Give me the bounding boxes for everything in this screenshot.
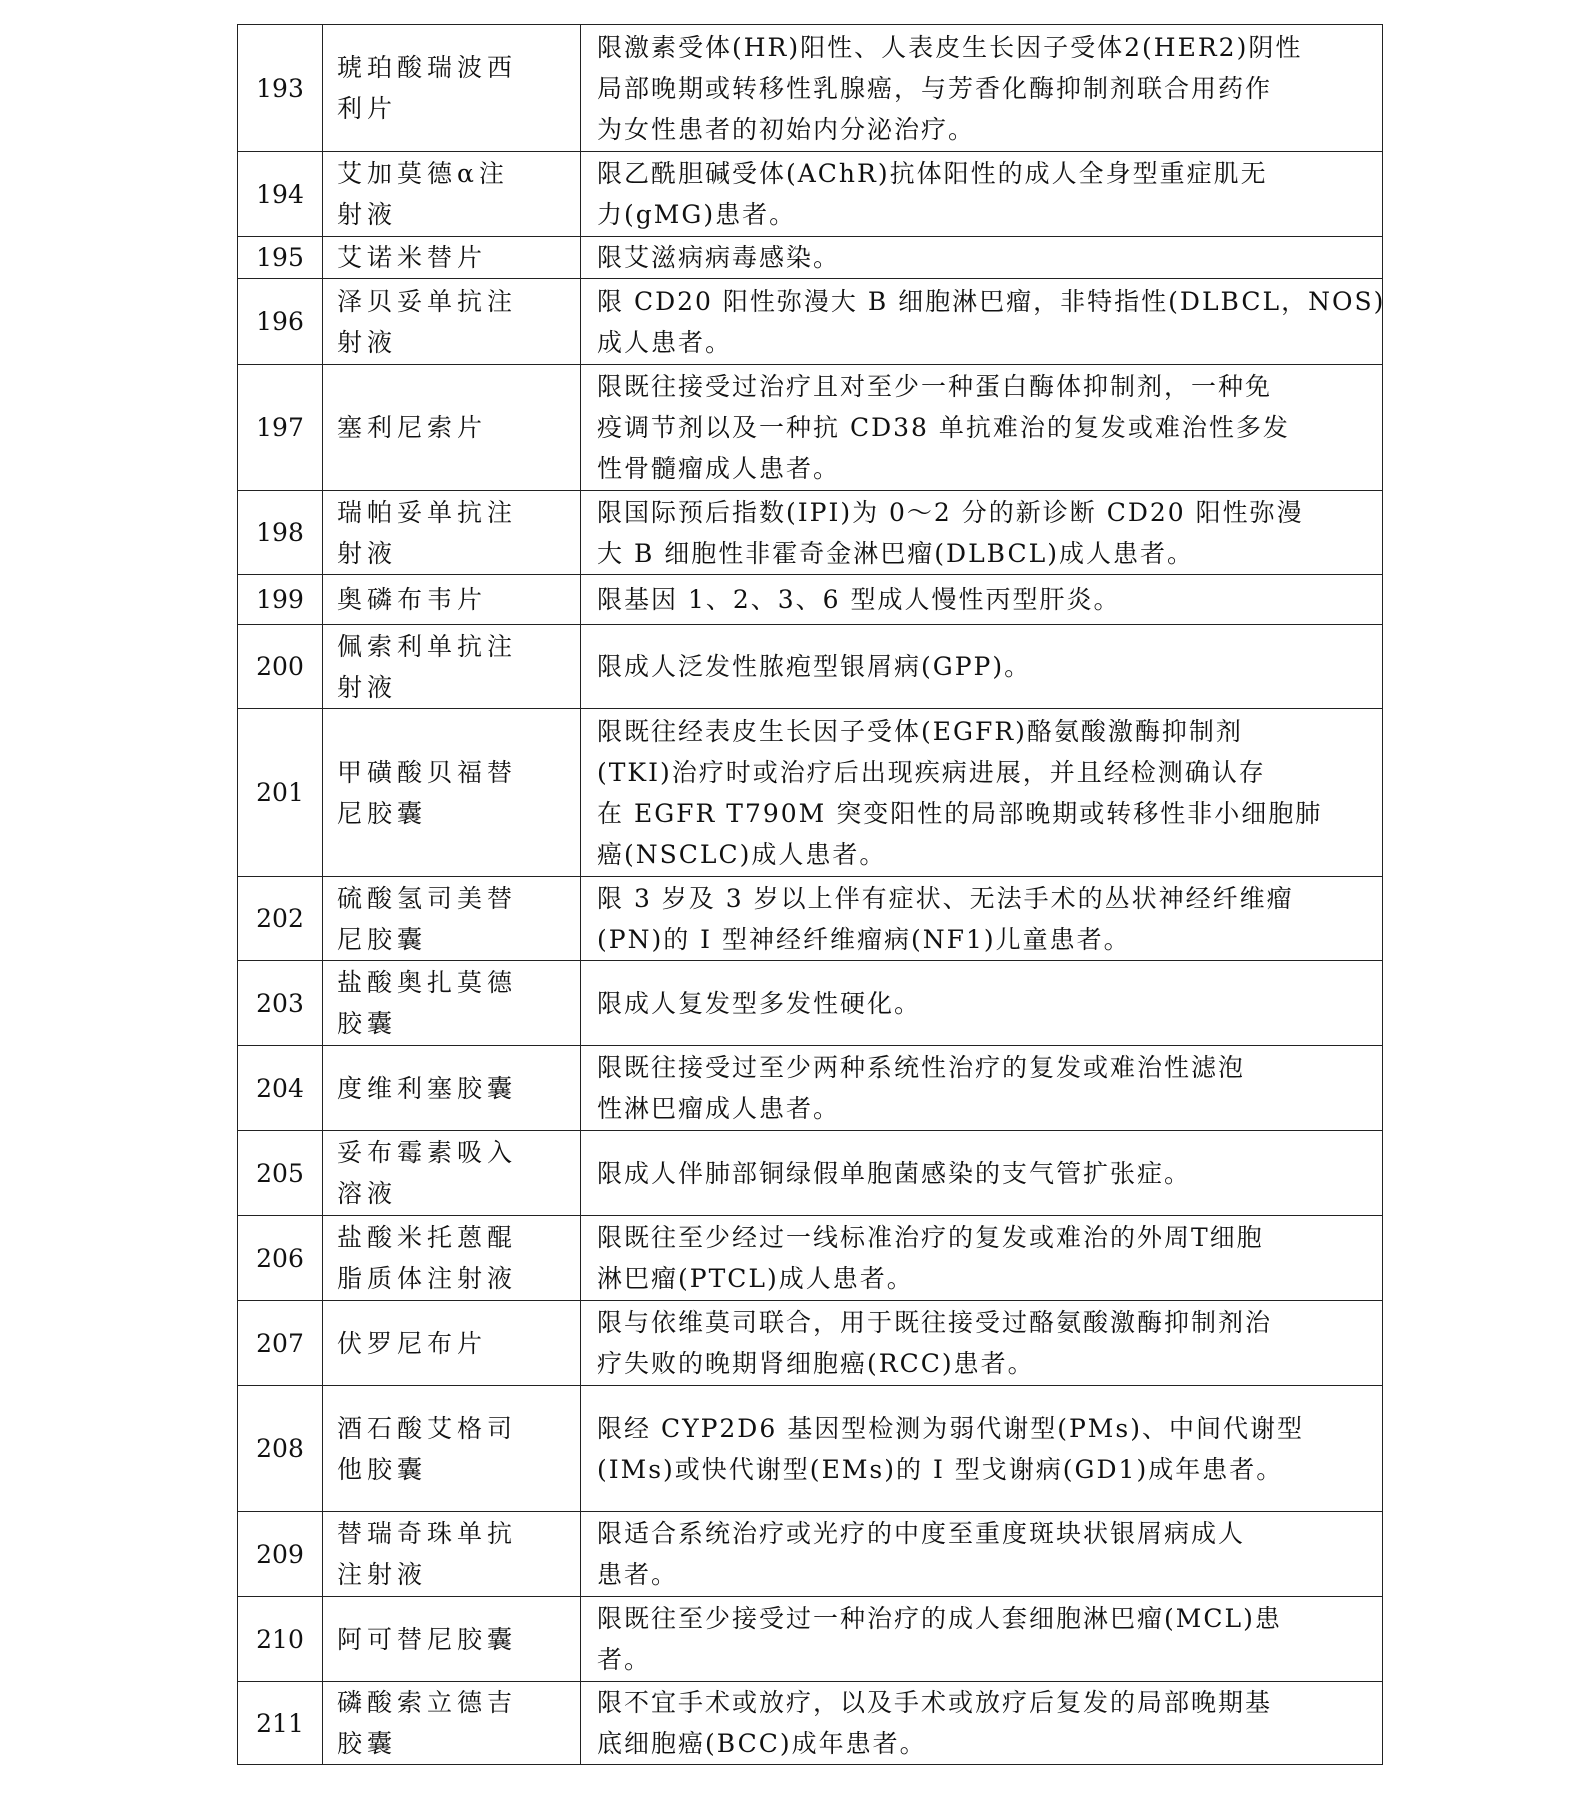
row-number: 199 [238, 575, 323, 625]
restriction-description-line: 成人患者。 [597, 327, 733, 357]
drug-name-line: 妥布霉素吸入 [337, 1138, 518, 1167]
drug-name-line: 尼胶囊 [337, 924, 428, 954]
row-number: 197 [238, 365, 323, 491]
table-row [238, 877, 1383, 961]
drug-name-line: 射液 [337, 327, 398, 357]
row-number: 202 [238, 877, 323, 961]
table-row [238, 279, 1383, 365]
restriction-description-line: 为女性患者的初始内分泌治疗。 [597, 114, 976, 144]
drug-name-line: 射液 [337, 672, 398, 702]
row-number: 200 [238, 625, 323, 709]
drug-name-line: 艾诺米替片 [337, 243, 488, 272]
restriction-description [581, 575, 1383, 625]
row-number: 195 [238, 237, 323, 279]
drug-name-line: 瑞帕妥单抗注 [337, 497, 518, 527]
restriction-description-line: 限既往至少经过一线标准治疗的复发或难治的外周T细胞 [597, 1223, 1264, 1252]
restriction-description [581, 1301, 1383, 1386]
table-row [238, 1216, 1383, 1301]
drug-name [323, 1682, 581, 1765]
table-row [238, 237, 1383, 279]
restriction-description [581, 279, 1386, 365]
drug-name-line: 硫酸氢司美替 [337, 883, 518, 913]
row-number: 203 [238, 961, 323, 1046]
drug-name [323, 877, 581, 961]
table-row [238, 1682, 1383, 1765]
drug-name [323, 1131, 581, 1216]
row-number: 204 [238, 1046, 323, 1131]
row-number: 206 [238, 1216, 323, 1301]
drug-name-line: 艾加莫德α注 [337, 159, 509, 188]
table-row [238, 961, 1383, 1046]
restriction-description-line: 局部晚期或转移性乳腺癌，与芳香化酶抑制剂联合用药作 [597, 73, 1273, 103]
restriction-description-line: 限经 CYP2D6 基因型检测为弱代谢型(PMs)、中间代谢型 [597, 1413, 1304, 1443]
restriction-description-line: 限成人泛发性脓疱型银屑病(GPP)。 [597, 652, 1032, 681]
drug-name [323, 1512, 581, 1597]
restriction-description [581, 1131, 1383, 1216]
drug-name [323, 152, 581, 237]
drug-name [323, 625, 581, 709]
table-row [238, 25, 1383, 152]
restriction-description-line: 在 EGFR T790M 突变阳性的局部晚期或转移性非小细胞肺 [597, 798, 1323, 828]
table-row [238, 709, 1383, 877]
restriction-description [581, 25, 1383, 152]
restriction-description [581, 625, 1383, 709]
restriction-description-line: 限既往经表皮生长因子受体(EGFR)酪氨酸激酶抑制剂 [597, 716, 1243, 746]
drug-name [323, 1386, 581, 1512]
table-row [238, 152, 1383, 237]
restriction-description [581, 1216, 1383, 1301]
restriction-description-line: 限不宜手术或放疗，以及手术或放疗后复发的局部晚期基 [597, 1688, 1273, 1717]
restriction-description-line: 限基因 1、2、3、6 型成人慢性丙型肝炎。 [597, 585, 1121, 614]
restriction-description-line: 限国际预后指数(IPI)为 0～2 分的新诊断 CD20 阳性弥漫 [597, 497, 1304, 527]
drug-name [323, 1597, 581, 1682]
drug-name-line: 盐酸米托蒽醌 [337, 1223, 518, 1252]
restriction-description-line: 限成人复发型多发性硬化。 [597, 988, 922, 1018]
drug-name-line: 磷酸索立德吉 [337, 1688, 518, 1717]
drug-name [323, 365, 581, 491]
restriction-description [581, 152, 1383, 237]
table-row [238, 1131, 1383, 1216]
restriction-description [581, 1682, 1383, 1765]
row-number: 196 [238, 279, 323, 365]
restriction-description-line: 限既往接受过治疗且对至少一种蛋白酶体抑制剂，一种免 [597, 372, 1273, 401]
restriction-description-line: 力(gMG)患者。 [597, 200, 797, 229]
drug-name-line: 射液 [337, 538, 398, 568]
drug-name-line: 奥磷布韦片 [337, 585, 488, 614]
restriction-description-line: 疫调节剂以及一种抗 CD38 单抗难治的复发或难治性多发 [597, 413, 1290, 442]
restriction-description-line: 大 B 细胞性非霍奇金淋巴瘤(DLBCL)成人患者。 [597, 538, 1194, 568]
drug-name-line: 甲磺酸贝福替 [337, 757, 518, 787]
row-number: 193 [238, 25, 323, 152]
restriction-description-line: 疗失败的晚期肾细胞癌(RCC)患者。 [597, 1349, 1035, 1378]
restriction-description-line: 癌(NSCLC)成人患者。 [597, 839, 887, 869]
drug-name [323, 1216, 581, 1301]
row-number: 205 [238, 1131, 323, 1216]
restriction-description-line: 限适合系统治疗或光疗的中度至重度斑块状银屑病成人 [597, 1519, 1246, 1548]
drug-name [323, 491, 581, 575]
row-number: 201 [238, 709, 323, 877]
drug-name-line: 他胶囊 [337, 1454, 428, 1484]
table-row [238, 1597, 1383, 1682]
drug-name-line: 度维利塞胶囊 [337, 1073, 518, 1103]
restriction-description-line: 限既往至少接受过一种治疗的成人套细胞淋巴瘤(MCL)患 [597, 1604, 1282, 1633]
restriction-description-line: 者。 [597, 1645, 652, 1674]
drug-name [323, 575, 581, 625]
drug-name-line: 酒石酸艾格司 [337, 1413, 518, 1443]
restriction-description [581, 365, 1383, 491]
drug-name [323, 1046, 581, 1131]
restriction-description-line: 性淋巴瘤成人患者。 [597, 1094, 841, 1123]
drug-name-line: 胶囊 [337, 1729, 398, 1758]
row-number: 210 [238, 1597, 323, 1682]
row-number: 209 [238, 1512, 323, 1597]
restriction-description-line: 限 CD20 阳性弥漫大 B 细胞淋巴瘤，非特指性(DLBCL，NOS) [597, 286, 1386, 316]
row-number: 194 [238, 152, 323, 237]
restriction-description-line: 限既往接受过至少两种系统性治疗的复发或难治性滤泡 [597, 1053, 1246, 1082]
drug-name-line: 射液 [337, 200, 398, 229]
restriction-description [581, 877, 1383, 961]
table-row [238, 491, 1383, 575]
restriction-description-line: (TKI)治疗时或治疗后出现疾病进展，并且经检测确认存 [597, 757, 1266, 787]
restriction-description [581, 961, 1383, 1046]
drug-name [323, 1301, 581, 1386]
table-row [238, 1386, 1383, 1512]
row-number: 208 [238, 1386, 323, 1512]
restriction-description [581, 1512, 1383, 1597]
table-row [238, 575, 1383, 625]
restriction-description-line: 性骨髓瘤成人患者。 [597, 454, 841, 483]
drug-name-line: 琥珀酸瑞波西 [337, 53, 518, 82]
restriction-description-line: 限与依维莫司联合，用于既往接受过酪氨酸激酶抑制剂治 [597, 1308, 1273, 1337]
drug-name [323, 961, 581, 1046]
drug-name-line: 盐酸奥扎莫德 [337, 968, 518, 997]
drug-name-line: 替瑞奇珠单抗 [337, 1519, 518, 1548]
restriction-description [581, 709, 1383, 877]
table-row [238, 1046, 1383, 1131]
row-number: 211 [238, 1682, 323, 1765]
drug-name-line: 塞利尼索片 [337, 413, 488, 442]
restriction-description [581, 1386, 1383, 1512]
drug-name [323, 279, 581, 365]
table-row [238, 365, 1383, 491]
restriction-description-line: 限乙酰胆碱受体(AChR)抗体阳性的成人全身型重症肌无 [597, 159, 1268, 188]
restriction-description-line: 淋巴瘤(PTCL)成人患者。 [597, 1264, 914, 1293]
table-row [238, 1301, 1383, 1386]
restriction-description-line: 限成人伴肺部铜绿假单胞菌感染的支气管扩张症。 [597, 1158, 1192, 1188]
row-number: 207 [238, 1301, 323, 1386]
restriction-description-line: 患者。 [597, 1560, 679, 1589]
table-row [238, 1512, 1383, 1597]
restriction-description [581, 491, 1383, 575]
restriction-description-line: 限激素受体(HR)阳性、人表皮生长因子受体2(HER2)阴性 [597, 32, 1303, 62]
restriction-description-line: 限艾滋病病毒感染。 [597, 243, 841, 272]
drug-name-line: 溶液 [337, 1179, 398, 1208]
drug-name [323, 25, 581, 152]
restriction-description [581, 237, 1383, 279]
drug-name-line: 胶囊 [337, 1009, 398, 1038]
restriction-description-line: 底细胞癌(BCC)成年患者。 [597, 1729, 927, 1758]
drug-name-line: 利片 [337, 94, 398, 123]
row-number: 198 [238, 491, 323, 575]
drug-name-line: 伏罗尼布片 [337, 1328, 488, 1358]
drug-name-line: 注射液 [337, 1560, 428, 1589]
drug-name-line: 泽贝妥单抗注 [337, 286, 518, 316]
drug-name-line: 尼胶囊 [337, 798, 428, 828]
restriction-description [581, 1046, 1383, 1131]
drug-name [323, 237, 581, 279]
drug-name-line: 阿可替尼胶囊 [337, 1624, 518, 1654]
drug-name-line: 佩索利单抗注 [337, 631, 518, 661]
restriction-description-line: (PN)的 I 型神经纤维瘤病(NF1)儿童患者。 [597, 924, 1131, 954]
drug-name [323, 709, 581, 877]
drug-name-line: 脂质体注射液 [337, 1264, 518, 1293]
restriction-description-line: (IMs)或快代谢型(EMs)的 I 型戈谢病(GD1)成年患者。 [597, 1454, 1284, 1484]
restriction-description [581, 1597, 1383, 1682]
drug-table [237, 24, 1386, 1765]
restriction-description-line: 限 3 岁及 3 岁以上伴有症状、无法手术的丛状神经纤维瘤 [597, 883, 1294, 913]
table-row [238, 625, 1383, 709]
